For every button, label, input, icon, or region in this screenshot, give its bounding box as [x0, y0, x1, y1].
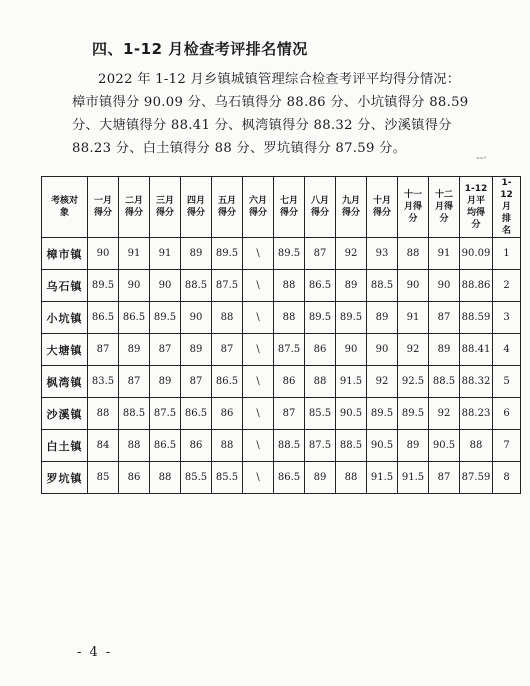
- score-cell: 6: [493, 398, 521, 430]
- score-cell: 93: [367, 238, 398, 270]
- score-cell: 87: [150, 334, 181, 366]
- score-cell: 86.5: [181, 398, 212, 430]
- score-cell: 90.5: [336, 398, 367, 430]
- score-cell: 90: [181, 302, 212, 334]
- score-cell: 90.09: [460, 238, 493, 270]
- score-cell: 89: [367, 302, 398, 334]
- score-cell: 8: [493, 462, 521, 494]
- margin-mark: --·: [476, 151, 487, 164]
- score-cell: 86.5: [274, 462, 305, 494]
- score-cell: 85.5: [212, 462, 243, 494]
- score-cell: \: [243, 366, 274, 398]
- score-cell: 3: [493, 302, 521, 334]
- score-cell: 87.59: [460, 462, 493, 494]
- score-cell: 85.5: [305, 398, 336, 430]
- score-cell: 87: [212, 334, 243, 366]
- table-header-cell: 考核对象: [42, 177, 88, 238]
- score-cell: 86: [119, 462, 150, 494]
- score-cell: 90: [367, 334, 398, 366]
- score-cell: 1: [493, 238, 521, 270]
- score-cell: 92: [336, 238, 367, 270]
- town-name-cell: 小坑镇: [42, 302, 88, 334]
- town-name-cell: 罗坑镇: [42, 462, 88, 494]
- score-cell: 89.5: [305, 302, 336, 334]
- score-cell: 88: [398, 238, 429, 270]
- score-cell: 89: [305, 462, 336, 494]
- table-header-cell: 十一月得分: [398, 177, 429, 238]
- score-cell: 92.5: [398, 366, 429, 398]
- score-cell: 89.5: [88, 270, 119, 302]
- score-cell: 87: [305, 238, 336, 270]
- score-cell: 88: [274, 302, 305, 334]
- score-cell: 87.5: [212, 270, 243, 302]
- table-row: [42, 334, 521, 366]
- score-cell: 86: [181, 430, 212, 462]
- score-cell: 92: [367, 366, 398, 398]
- section-title: 四、1-12 月检查考评排名情况: [92, 40, 308, 58]
- score-cell: 88: [212, 302, 243, 334]
- score-cell: 89.5: [150, 302, 181, 334]
- score-cell: 88.5: [119, 398, 150, 430]
- score-cell: 88: [150, 462, 181, 494]
- score-cell: 88: [305, 366, 336, 398]
- score-cell: \: [243, 302, 274, 334]
- score-cell: 90.5: [367, 430, 398, 462]
- score-cell: 91: [119, 238, 150, 270]
- table-header-cell: 1-12月平均得分: [460, 177, 493, 238]
- table-header-cell: 三月得分: [150, 177, 181, 238]
- score-cell: \: [243, 270, 274, 302]
- score-cell: 89: [398, 430, 429, 462]
- score-cell: 86: [274, 366, 305, 398]
- table-body: [42, 238, 521, 494]
- table-header-row: [42, 177, 521, 238]
- table-header-cell: 十月得分: [367, 177, 398, 238]
- score-cell: 89: [181, 238, 212, 270]
- paragraph-line-1: 2022 年 1-12 月乡镇城镇管理综合检查考评平均得分情况：: [98, 72, 461, 87]
- table-row: [42, 430, 521, 462]
- score-cell: 89: [119, 334, 150, 366]
- score-cell: 88.5: [429, 366, 460, 398]
- table-header-cell: 九月得分: [336, 177, 367, 238]
- score-cell: 91.5: [367, 462, 398, 494]
- score-cell: 91.5: [398, 462, 429, 494]
- page-number: - 4 -: [77, 645, 113, 660]
- summary-paragraph: [72, 68, 482, 160]
- score-cell: 84: [88, 430, 119, 462]
- table-header-cell: 1-12月排名: [493, 177, 521, 238]
- score-cell: 88.5: [336, 430, 367, 462]
- score-cell: 88: [460, 430, 493, 462]
- table-header-cell: 四月得分: [181, 177, 212, 238]
- paragraph-line-4: 88.23 分、白土镇得分 88 分、罗坑镇得分 87.59 分。: [72, 141, 407, 156]
- table-header-cell: 十二月得分: [429, 177, 460, 238]
- score-cell: 2: [493, 270, 521, 302]
- score-cell: 89.5: [336, 302, 367, 334]
- score-cell: 87: [88, 334, 119, 366]
- score-cell: 4: [493, 334, 521, 366]
- score-cell: 87: [119, 366, 150, 398]
- score-cell: 85.5: [181, 462, 212, 494]
- score-cell: 88: [88, 398, 119, 430]
- score-cell: 88: [212, 430, 243, 462]
- score-cell: 91: [429, 238, 460, 270]
- score-cell: 89.5: [212, 238, 243, 270]
- score-cell: 88.86: [460, 270, 493, 302]
- score-cell: 88: [119, 430, 150, 462]
- score-table: [41, 176, 521, 494]
- score-cell: 87: [274, 398, 305, 430]
- town-name-cell: 樟市镇: [42, 238, 88, 270]
- score-cell: \: [243, 430, 274, 462]
- score-cell: 5: [493, 366, 521, 398]
- score-cell: 90: [336, 334, 367, 366]
- table-row: [42, 270, 521, 302]
- score-cell: 89: [181, 334, 212, 366]
- table-header-cell: 二月得分: [119, 177, 150, 238]
- table-header-cell: 八月得分: [305, 177, 336, 238]
- town-name-cell: 白土镇: [42, 430, 88, 462]
- score-cell: \: [243, 334, 274, 366]
- table-header-cell: 一月得分: [88, 177, 119, 238]
- town-name-cell: 枫湾镇: [42, 366, 88, 398]
- table-header-cell: 五月得分: [212, 177, 243, 238]
- paragraph-line-3: 分、大塘镇得分 88.41 分、枫湾镇得分 88.32 分、沙溪镇得分: [72, 118, 452, 133]
- score-cell: 89.5: [274, 238, 305, 270]
- table-header-cell: 六月得分: [243, 177, 274, 238]
- score-cell: 87.5: [274, 334, 305, 366]
- score-cell: 90: [398, 270, 429, 302]
- score-cell: 7: [493, 430, 521, 462]
- score-cell: 87: [429, 462, 460, 494]
- score-cell: 87.5: [150, 398, 181, 430]
- table-header-cell: 七月得分: [274, 177, 305, 238]
- score-cell: 89: [150, 366, 181, 398]
- score-cell: 91: [150, 238, 181, 270]
- table-row: [42, 366, 521, 398]
- score-cell: 90: [119, 270, 150, 302]
- score-cell: 86: [212, 398, 243, 430]
- score-cell: 89.5: [367, 398, 398, 430]
- score-cell: 88.5: [274, 430, 305, 462]
- score-cell: 88: [274, 270, 305, 302]
- score-cell: \: [243, 238, 274, 270]
- score-cell: 92: [398, 334, 429, 366]
- score-cell: 91.5: [336, 366, 367, 398]
- score-cell: 91: [398, 302, 429, 334]
- score-cell: 92: [429, 398, 460, 430]
- town-name-cell: 乌石镇: [42, 270, 88, 302]
- score-cell: \: [243, 398, 274, 430]
- town-name-cell: 沙溪镇: [42, 398, 88, 430]
- score-cell: 90: [88, 238, 119, 270]
- score-cell: 88.5: [181, 270, 212, 302]
- score-cell: \: [243, 462, 274, 494]
- table-row: [42, 238, 521, 270]
- score-cell: 88.5: [367, 270, 398, 302]
- score-cell: 87: [181, 366, 212, 398]
- score-cell: 88: [336, 462, 367, 494]
- score-cell: 86.5: [305, 270, 336, 302]
- score-cell: 88.32: [460, 366, 493, 398]
- score-cell: 83.5: [88, 366, 119, 398]
- score-cell: 90.5: [429, 430, 460, 462]
- score-cell: 86.5: [88, 302, 119, 334]
- score-cell: 86.5: [119, 302, 150, 334]
- paragraph-line-2: 樟市镇得分 90.09 分、乌石镇得分 88.86 分、小坑镇得分 88.59: [72, 95, 469, 110]
- table-row: [42, 398, 521, 430]
- score-cell: 88.41: [460, 334, 493, 366]
- score-cell: 88.59: [460, 302, 493, 334]
- score-cell: 86.5: [212, 366, 243, 398]
- score-cell: 85: [88, 462, 119, 494]
- table-row: [42, 302, 521, 334]
- score-cell: 89.5: [398, 398, 429, 430]
- score-cell: 90: [429, 270, 460, 302]
- score-cell: 89: [429, 334, 460, 366]
- town-name-cell: 大塘镇: [42, 334, 88, 366]
- score-cell: 86.5: [150, 430, 181, 462]
- score-cell: 90: [150, 270, 181, 302]
- score-cell: 87.5: [305, 430, 336, 462]
- table-row: [42, 462, 521, 494]
- score-cell: 89: [336, 270, 367, 302]
- score-cell: 86: [305, 334, 336, 366]
- score-cell: 88.23: [460, 398, 493, 430]
- score-cell: 87: [429, 302, 460, 334]
